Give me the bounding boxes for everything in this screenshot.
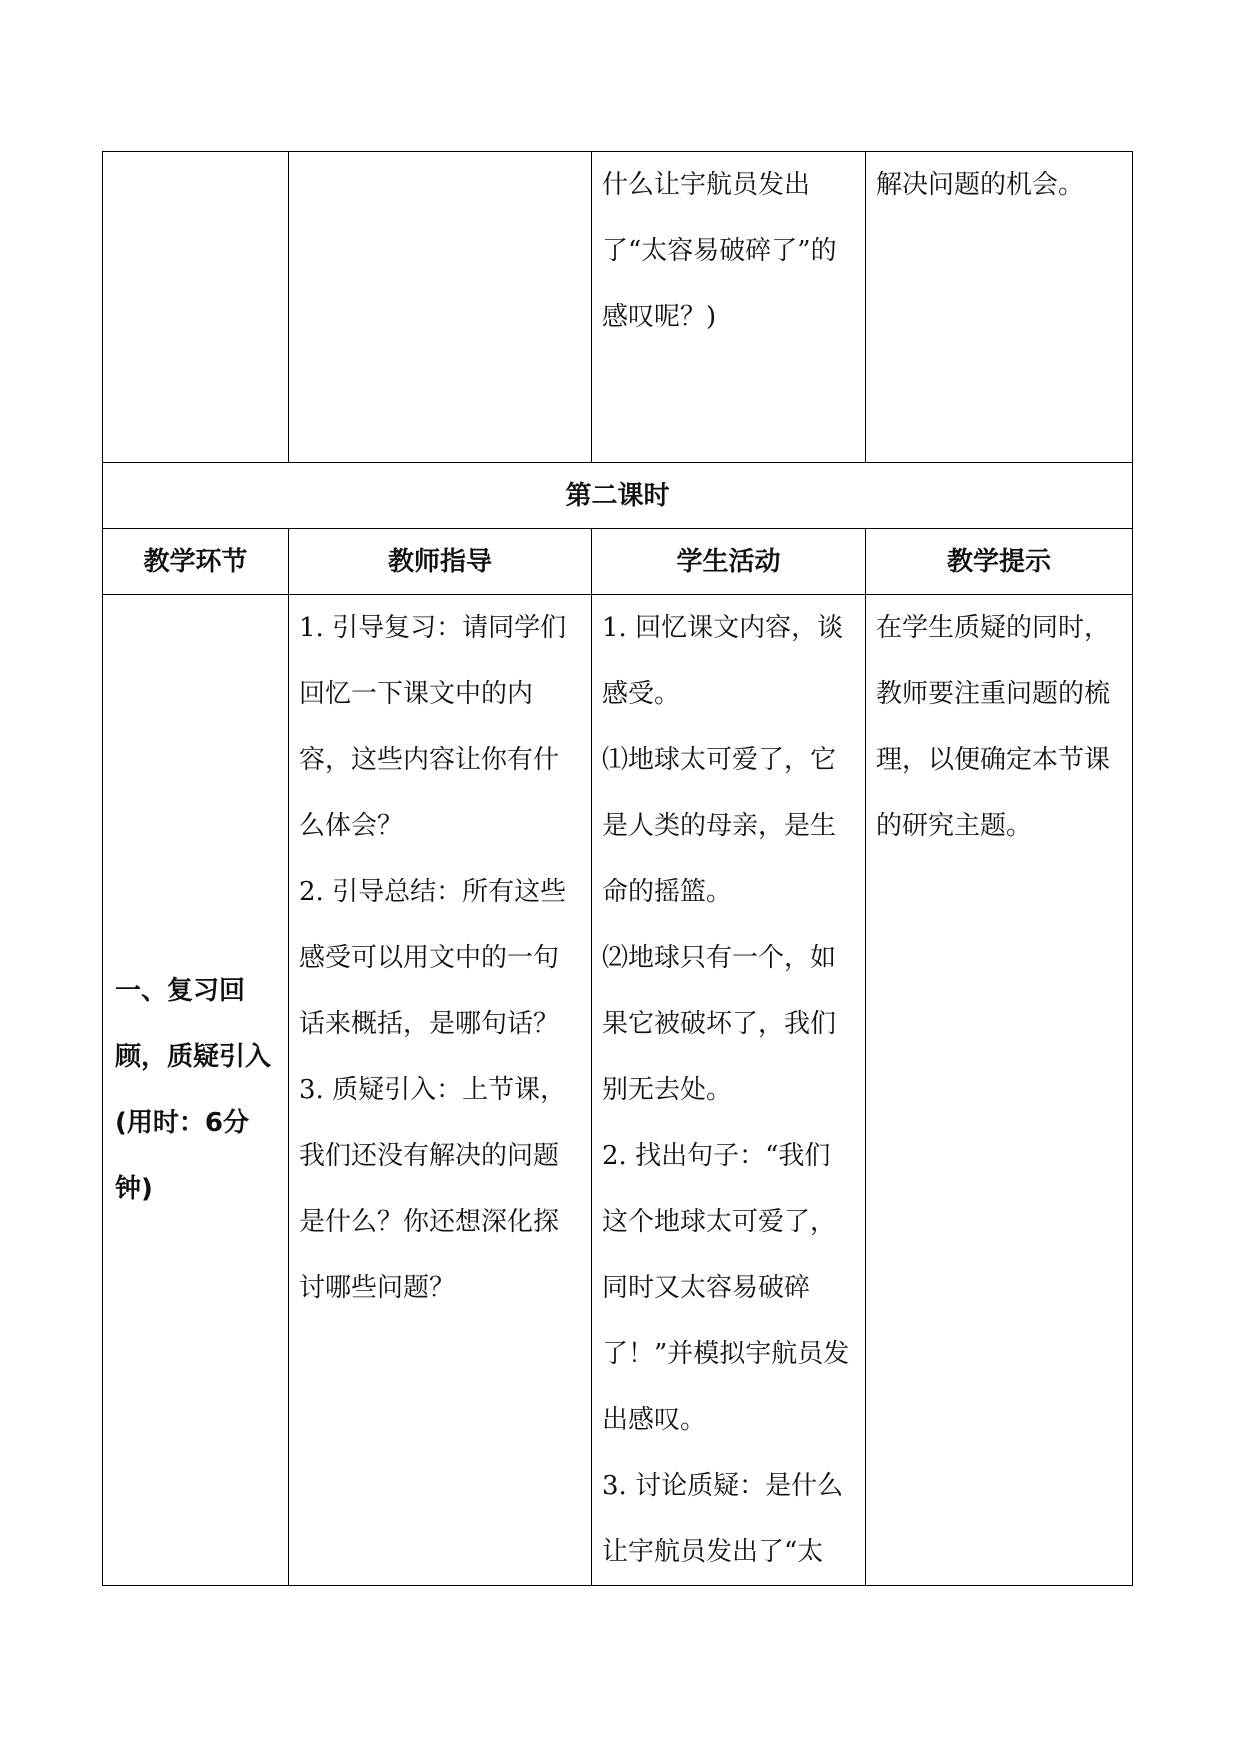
header-student: 学生活动 [592, 529, 866, 595]
header-row [103, 529, 1133, 595]
continued-teacher-cell [289, 152, 592, 463]
teaching-hint-cell [866, 595, 1133, 1586]
student-step-1: 1. 回忆课文内容，谈感受。 [602, 613, 844, 709]
student-step-3: 3. 讨论质疑：是什么让宇航员发出了“太 [602, 1471, 844, 1567]
period-row [103, 463, 1133, 529]
stage-label: 一、复习回顾，质疑引入(用时：6分钟) [115, 976, 272, 1204]
continued-hint-cell [866, 152, 1133, 463]
continued-row [103, 152, 1133, 463]
teacher-step-2: 2. 引导总结：所有这些感受可以用文中的一句话来概括，是哪句话？ [299, 877, 567, 1039]
stage-cell [103, 595, 289, 1586]
continued-student-cell [592, 152, 866, 463]
section-row [103, 595, 1133, 1586]
continued-stage-cell [103, 152, 289, 463]
teacher-guidance-cell [289, 595, 592, 1586]
continued-hint-text: 解决问题的机会。 [876, 170, 1085, 200]
header-stage: 教学环节 [103, 529, 289, 595]
teacher-step-3: 3. 质疑引入：上节课，我们还没有解决的问题是什么？你还想深化探讨哪些问题？ [299, 1075, 567, 1303]
student-step-1a: ⑴地球太可爱了，它是人类的母亲，是生命的摇篮。 [602, 745, 837, 907]
header-hint: 教学提示 [866, 529, 1133, 595]
teaching-hint-text: 在学生质疑的同时，教师要注重问题的梳理，以便确定本节课的研究主题。 [876, 613, 1111, 841]
student-step-1b: ⑵地球只有一个，如果它被破坏了，我们别无去处。 [602, 943, 837, 1105]
period-title: 第二课时 [103, 463, 1133, 529]
teacher-step-1: 1. 引导复习：请同学们回忆一下课文中的内容，这些内容让你有什么体会？ [299, 613, 567, 841]
lesson-plan-table [102, 151, 1133, 1586]
header-teacher: 教师指导 [289, 529, 592, 595]
continued-student-text: 什么让宇航员发出了“太容易破碎了”的感叹呢？) [602, 170, 837, 332]
student-step-2: 2. 找出句子：“我们这个地球太可爱了，同时又太容易破碎了！”并模拟宇航员发出感叹。 [602, 1141, 850, 1435]
student-activity-cell [592, 595, 866, 1586]
